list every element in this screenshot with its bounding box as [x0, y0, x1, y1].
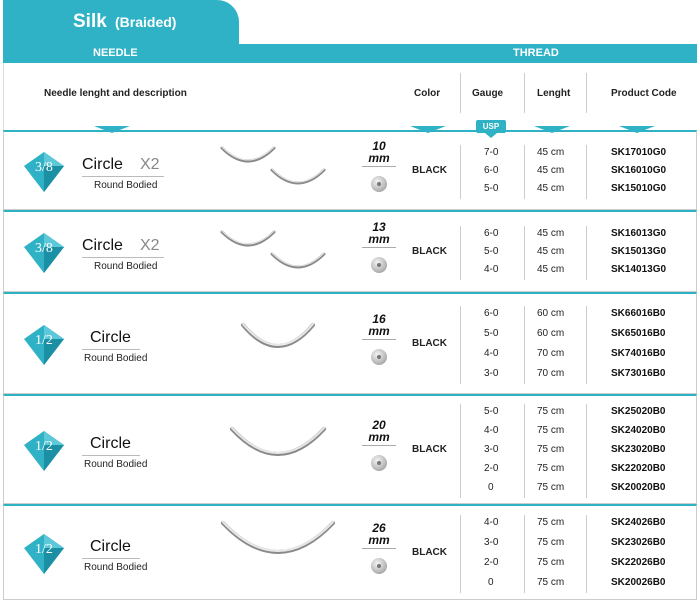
needle-type: Circle [82, 237, 123, 254]
needle-illustration [228, 426, 328, 484]
product-code-cell: SK23020B0 [611, 444, 666, 455]
needle-type: Circle [82, 156, 123, 173]
curvature-diamond-icon [22, 150, 66, 194]
header-divider [460, 73, 461, 113]
table-row [3, 292, 697, 394]
product-code-cell: SK14013G0 [611, 264, 667, 275]
gauge-cell: 0 [488, 577, 494, 588]
length-cell: 45 cm [537, 264, 565, 275]
column-divider [524, 145, 525, 199]
product-tab [3, 0, 239, 44]
product-code-cell: SK16013G0 [611, 228, 667, 239]
length-cell: 45 cm [537, 228, 565, 239]
body-type: Round Bodied [84, 562, 148, 573]
product-code-cell: SK74016B0 [611, 348, 666, 359]
divider-line [82, 176, 164, 177]
header-product-code: Product Code [611, 88, 677, 99]
column-divider [586, 226, 587, 280]
curvature-label: 1/2 [35, 333, 53, 348]
curvature-label: 3/8 [35, 160, 53, 175]
length-cell: 75 cm [537, 463, 565, 474]
needle-type: Circle [90, 329, 131, 346]
product-code-cell: SK22020B0 [611, 463, 666, 474]
body-type: Round Bodied [84, 353, 148, 364]
column-divider [586, 515, 587, 593]
column-divider [524, 515, 525, 593]
gauge-cell: 5-0 [484, 246, 499, 257]
thread-color: BLACK [412, 165, 447, 176]
gauge-cell: 4-0 [484, 264, 499, 275]
table-row [3, 394, 697, 504]
column-divider [586, 145, 587, 199]
gauge-cell: 3-0 [484, 368, 499, 379]
header-divider [586, 73, 587, 113]
divider-line [82, 257, 164, 258]
quantity-x2: X2 [140, 237, 160, 254]
thread-section-label: THREAD [513, 47, 559, 59]
thread-color: BLACK [412, 547, 447, 558]
size-divider [362, 339, 396, 340]
needle-size-unit: mm [368, 430, 390, 444]
header-needle-desc: Needle lenght and description [44, 88, 187, 99]
needle-size-number: 20 [372, 418, 386, 432]
divider-line [82, 349, 140, 350]
column-divider [460, 306, 461, 384]
gauge-cell: 2-0 [484, 557, 499, 568]
product-code-cell: SK24026B0 [611, 517, 666, 528]
needle-point-disc-icon [371, 455, 387, 471]
needle-point-disc-icon [371, 558, 387, 574]
gauge-cell: 3-0 [484, 444, 499, 455]
thread-color: BLACK [412, 246, 447, 257]
product-code-cell: SK66016B0 [611, 308, 666, 319]
product-code-cell: SK20026B0 [611, 577, 666, 588]
product-code-cell: SK73016B0 [611, 368, 666, 379]
column-divider [524, 306, 525, 384]
body-type: Round Bodied [94, 180, 158, 191]
needle-curve-svg [218, 144, 328, 194]
length-cell: 45 cm [537, 183, 565, 194]
header-length: Lenght [537, 88, 571, 99]
product-code-cell: SK24020B0 [611, 425, 666, 436]
needle-curve-svg [218, 228, 328, 278]
curvature-diamond-icon [22, 231, 66, 275]
header-color: Color [414, 88, 441, 99]
gauge-cell: 5-0 [484, 328, 499, 339]
size-divider [362, 445, 396, 446]
column-divider [460, 404, 461, 498]
needle-curve-svg [219, 520, 337, 586]
length-cell: 75 cm [537, 577, 565, 588]
needle-point-disc-icon [371, 176, 387, 192]
body-type: Round Bodied [94, 261, 158, 272]
gauge-cell: 5-0 [484, 183, 499, 194]
thread-color: BLACK [412, 444, 447, 455]
product-subtitle: (Braided) [115, 14, 177, 30]
table-row [3, 130, 697, 210]
gauge-cell: 4-0 [484, 425, 499, 436]
needle-size-unit: mm [368, 151, 390, 165]
gauge-cell: 0 [488, 482, 494, 493]
product-code-cell: SK16010G0 [611, 165, 667, 176]
quantity-x2: X2 [140, 156, 160, 173]
length-cell: 60 cm [537, 328, 565, 339]
gauge-cell: 3-0 [484, 537, 499, 548]
curvature-diamond-icon [22, 429, 66, 473]
needle-illustration [218, 144, 328, 194]
product-code-cell: SK22026B0 [611, 557, 666, 568]
table-row [3, 504, 697, 600]
column-divider [460, 145, 461, 199]
size-divider [362, 247, 396, 248]
size-divider [362, 548, 396, 549]
length-cell: 70 cm [537, 368, 565, 379]
needle-point-disc-icon [371, 257, 387, 273]
needle-point-disc-icon [371, 349, 387, 365]
length-cell: 75 cm [537, 557, 565, 568]
gauge-cell: 5-0 [484, 406, 499, 417]
product-code-cell: SK23026B0 [611, 537, 666, 548]
gauge-cell: 6-0 [484, 308, 499, 319]
divider-line [82, 558, 140, 559]
gauge-cell: 4-0 [484, 517, 499, 528]
product-code-cell: SK65016B0 [611, 328, 666, 339]
usp-badge: USP [476, 120, 506, 133]
needle-section-label: NEEDLE [93, 47, 138, 59]
table-row [3, 210, 697, 292]
body-type: Round Bodied [84, 459, 148, 470]
section-band [3, 44, 697, 63]
product-code-cell: SK25020B0 [611, 406, 666, 417]
length-cell: 75 cm [537, 517, 565, 528]
needle-illustration [219, 520, 337, 586]
curvature-diamond-icon [22, 532, 66, 576]
thread-color: BLACK [412, 338, 447, 349]
needle-type: Circle [90, 538, 131, 555]
needle-size-number: 13 [372, 220, 386, 234]
needle-size-number: 26 [372, 521, 386, 535]
column-divider [460, 515, 461, 593]
length-cell: 75 cm [537, 537, 565, 548]
gauge-cell: 6-0 [484, 165, 499, 176]
header-divider [524, 73, 525, 113]
length-cell: 75 cm [537, 406, 565, 417]
needle-type: Circle [90, 435, 131, 452]
length-cell: 45 cm [537, 165, 565, 176]
needle-size-number: 10 [372, 139, 386, 153]
product-title: Silk [73, 11, 107, 32]
needle-illustration [239, 322, 317, 372]
product-code-cell: SK15010G0 [611, 183, 667, 194]
size-divider [362, 166, 396, 167]
curvature-label: 3/8 [35, 241, 53, 256]
column-divider [460, 226, 461, 280]
needle-size-unit: mm [368, 533, 390, 547]
product-code-cell: SK15013G0 [611, 246, 667, 257]
curvature-label: 1/2 [35, 542, 53, 557]
length-cell: 60 cm [537, 308, 565, 319]
column-divider [586, 404, 587, 498]
length-cell: 70 cm [537, 348, 565, 359]
column-divider [524, 404, 525, 498]
product-code-cell: SK20020B0 [611, 482, 666, 493]
column-divider [586, 306, 587, 384]
length-cell: 75 cm [537, 482, 565, 493]
length-cell: 75 cm [537, 425, 565, 436]
gauge-cell: 6-0 [484, 228, 499, 239]
divider-line [82, 455, 140, 456]
product-code-cell: SK17010G0 [611, 147, 667, 158]
needle-illustration [218, 228, 328, 278]
curvature-diamond-icon [22, 323, 66, 367]
header-gauge: Gauge [472, 88, 504, 99]
gauge-cell: 7-0 [484, 147, 499, 158]
needle-size-unit: mm [368, 324, 390, 338]
needle-size-unit: mm [368, 232, 390, 246]
needle-curve-svg [239, 322, 317, 372]
length-cell: 75 cm [537, 444, 565, 455]
gauge-cell: 2-0 [484, 463, 499, 474]
curvature-label: 1/2 [35, 439, 53, 454]
gauge-cell: 4-0 [484, 348, 499, 359]
length-cell: 45 cm [537, 147, 565, 158]
needle-size-number: 16 [372, 312, 386, 326]
needle-curve-svg [228, 426, 328, 484]
column-divider [524, 226, 525, 280]
length-cell: 45 cm [537, 246, 565, 257]
